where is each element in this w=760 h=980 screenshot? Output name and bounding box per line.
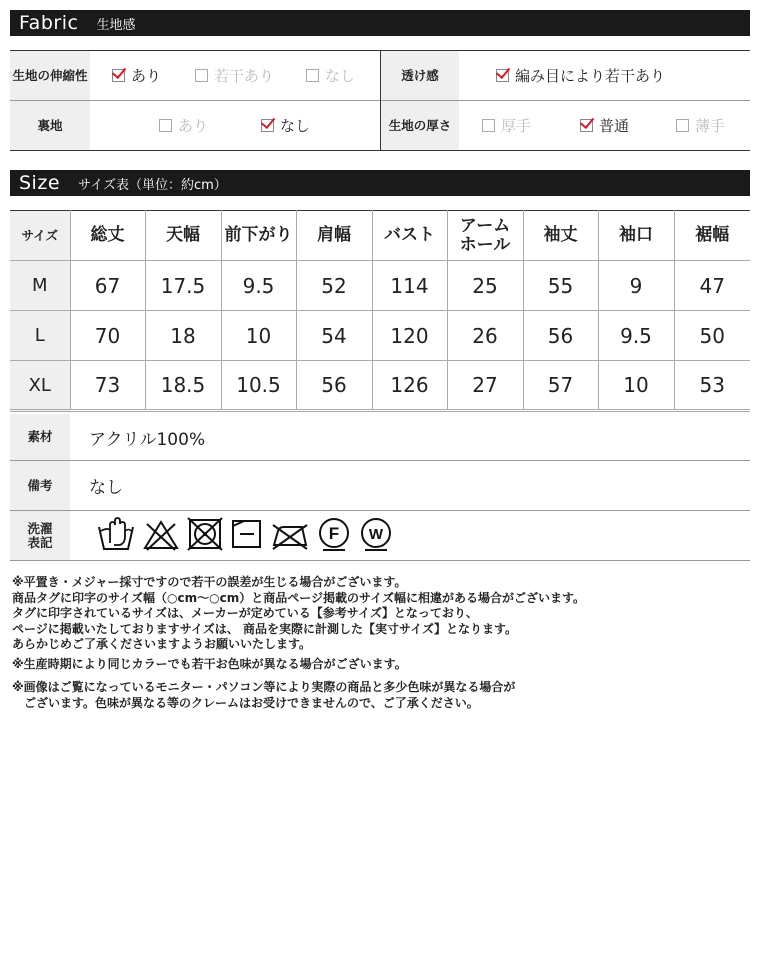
table-row — [10, 311, 750, 361]
lining-option-yes: あり — [159, 101, 208, 150]
care-row — [10, 511, 750, 561]
note-line: タグに印字されているサイズは、メーカーが定めている【参考サイズ】となっており、 — [12, 606, 478, 620]
fabric-subtitle: 生地感 — [96, 17, 136, 33]
size-table — [10, 210, 750, 412]
wet-clean-w-icon — [358, 515, 394, 553]
checkbox-empty-icon — [306, 69, 319, 82]
svg-text:W: W — [368, 526, 384, 543]
table-cell: 126 — [372, 361, 447, 411]
table-cell: 18 — [145, 311, 221, 361]
thickness-option-thick: 厚手 — [482, 101, 531, 150]
thickness-option-normal: 普通 — [580, 101, 629, 150]
lining-option-no: なし — [261, 101, 310, 150]
remarks-row — [10, 461, 750, 511]
size-header — [10, 170, 750, 196]
thickness-option-thin: 薄手 — [676, 101, 725, 150]
table-cell: 55 — [523, 261, 598, 311]
fabric-header — [10, 10, 750, 36]
remarks-label: 備考 — [10, 461, 70, 510]
checkbox-checked-icon — [496, 69, 509, 82]
care-label: 洗濯表記 — [10, 511, 70, 560]
no-tumble-dry-icon — [186, 515, 224, 553]
checkbox-checked-icon — [261, 119, 274, 132]
stretch-option-yes: あり — [112, 51, 161, 100]
col-header: 袖丈 — [523, 211, 598, 261]
col-header: 裾幅 — [674, 211, 750, 261]
no-bleach-icon — [142, 515, 180, 553]
col-header: 肩幅 — [296, 211, 372, 261]
size-header-row — [10, 211, 750, 261]
hand-wash-icon — [96, 515, 136, 553]
remarks-value: なし — [89, 478, 123, 498]
table-cell: 73 — [70, 361, 145, 411]
material-value: アクリル100% — [89, 429, 206, 450]
table-cell: 56 — [296, 361, 372, 411]
table-cell: 10.5 — [221, 361, 296, 411]
iron-low-icon — [270, 515, 310, 553]
table-cell: 18.5 — [145, 361, 221, 411]
col-header: 天幅 — [145, 211, 221, 261]
table-row — [10, 261, 750, 311]
col-header: バスト — [372, 211, 447, 261]
table-cell: 50 — [674, 311, 750, 361]
size-corner-label: サイズ — [10, 211, 70, 261]
svg-text:F: F — [328, 524, 340, 543]
note-line: ございます。色味が異なる等のクレームはお受けできませんので、ご了承ください。 — [12, 695, 479, 710]
table-cell: 17.5 — [145, 261, 221, 311]
table-cell: 26 — [447, 311, 523, 361]
lining-label: 裏地 — [10, 101, 90, 150]
checkbox-empty-icon — [676, 119, 689, 132]
material-row — [10, 414, 750, 461]
size-label: M — [10, 261, 70, 311]
table-cell: 9 — [598, 261, 674, 311]
table-cell: 120 — [372, 311, 447, 361]
table-cell: 70 — [70, 311, 145, 361]
sheer-option: 編み目により若干あり — [496, 51, 665, 100]
stretch-label: 生地の伸縮性 — [10, 51, 90, 100]
table-cell: 27 — [447, 361, 523, 411]
table-cell: 9.5 — [598, 311, 674, 361]
col-header: アーム ホール — [447, 211, 523, 261]
checkbox-checked-icon — [580, 119, 593, 132]
note-line: ページに掲載いたしておりますサイズは、 商品を実際に計測した【実寸サイズ】となります。 — [12, 621, 518, 636]
note-line: あらかじめご了承くださいますようお願いいたします。 — [12, 637, 312, 651]
note-line: 商品タグに印字のサイズ幅（○cm〜○cm）と商品ページ掲載のサイズ幅に相違がある場合がございます。 — [12, 590, 586, 605]
size-subtitle: サイズ表（単位：約cm） — [78, 177, 227, 193]
table-cell: 53 — [674, 361, 750, 411]
stretch-option-no: なし — [306, 51, 355, 100]
notes — [12, 575, 585, 711]
table-cell: 25 — [447, 261, 523, 311]
table-cell: 10 — [598, 361, 674, 411]
note-line: ※生産時期により同じカラーでも若干お色味が異なる場合がございます。 — [12, 656, 407, 671]
table-cell: 57 — [523, 361, 598, 411]
table-cell: 54 — [296, 311, 372, 361]
sheer-label: 透け感 — [381, 51, 459, 100]
table-row — [10, 361, 750, 411]
thickness-label: 生地の厚さ — [381, 101, 459, 150]
line-dry-shade-icon — [230, 515, 264, 553]
col-header: 袖口 — [598, 211, 674, 261]
checkbox-checked-icon — [112, 69, 125, 82]
table-cell: 52 — [296, 261, 372, 311]
table-cell: 9.5 — [221, 261, 296, 311]
size-title: Size — [19, 172, 61, 194]
dry-clean-f-icon — [316, 515, 352, 553]
note-line: ※画像はご覧になっているモニター・パソコン等により実際の商品と多少色味が異なる場合が — [12, 680, 516, 694]
col-header: 総丈 — [70, 211, 145, 261]
material-label: 素材 — [10, 414, 70, 460]
table-cell: 67 — [70, 261, 145, 311]
table-cell: 10 — [221, 311, 296, 361]
checkbox-empty-icon — [482, 119, 495, 132]
checkbox-empty-icon — [159, 119, 172, 132]
size-label: XL — [10, 361, 70, 411]
stretch-option-slight: 若干あり — [195, 51, 274, 100]
table-cell: 56 — [523, 311, 598, 361]
care-icons — [96, 515, 394, 553]
table-cell: 47 — [674, 261, 750, 311]
checkbox-empty-icon — [195, 69, 208, 82]
col-header: 前下がり — [221, 211, 296, 261]
table-cell: 114 — [372, 261, 447, 311]
note-line: ※平置き・メジャー採寸ですので若干の誤差が生じる場合がございます。 — [12, 575, 407, 589]
size-label: L — [10, 311, 70, 361]
fabric-table — [10, 50, 750, 151]
fabric-title: Fabric — [19, 12, 79, 34]
